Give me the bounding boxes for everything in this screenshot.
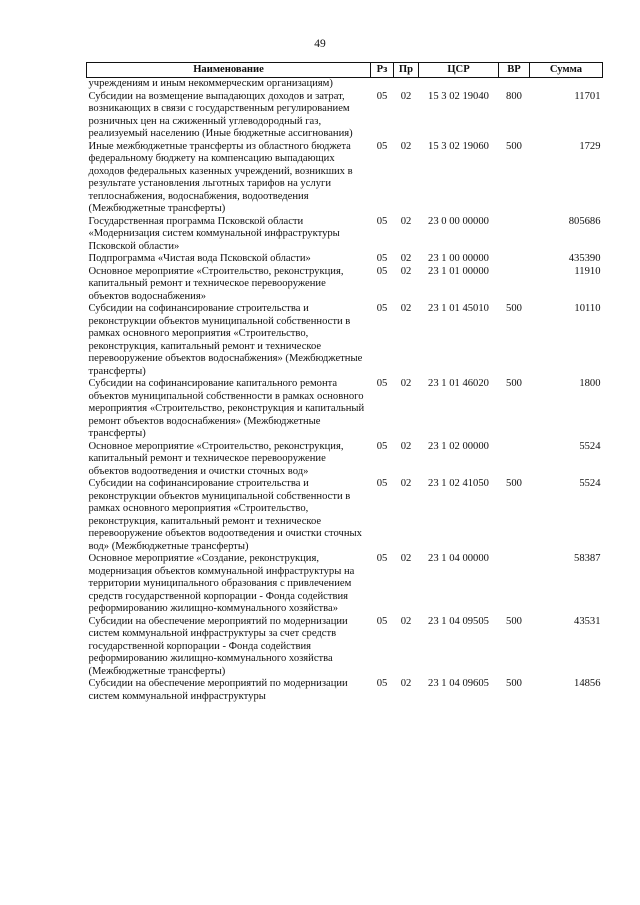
header-pr: Пр <box>394 63 419 78</box>
row-rz: 05 <box>376 253 388 264</box>
row-name: Государственная программа Псковской области «Модернизация систем коммунальной инфраструктуры Псковской области» <box>88 215 340 252</box>
row-name: Подпрограмма «Чистая вода Псковской области» <box>88 253 311 264</box>
table-row <box>87 91 603 141</box>
row-pr: 02 <box>400 440 412 452</box>
row-name: Основное мероприятие «Строительство, реконструкция, капитальный ремонт и техническое перевооружение объектов водоотведения и очистки сточных вод» <box>88 440 344 477</box>
row-name: учреждениям и иным некоммерческим организациям) <box>88 78 333 89</box>
row-vr <box>499 253 530 266</box>
row-csr: 15 3 02 19060 <box>428 140 489 152</box>
row-rz: 05 <box>376 378 388 389</box>
row-rz: 05 <box>376 615 388 627</box>
row-pr: 02 <box>400 215 412 227</box>
row-sum: 11701 <box>574 90 601 102</box>
row-csr: 15 3 02 19040 <box>428 90 489 102</box>
budget-table <box>86 62 603 703</box>
row-pr: 02 <box>400 253 412 264</box>
row-name: Субсидии на софинансирование строительства и реконструкции объектов муниципальной собственности в рамках основного мероприятия «Строительство, реконструкция, капитальный ремонт и техническое перевооружение объектов водоснабжения» (Межбюджетные трансферты) <box>88 303 363 377</box>
row-sum: 5524 <box>579 440 601 452</box>
row-pr: 02 <box>400 378 412 389</box>
row-rz: 05 <box>376 678 388 689</box>
row-csr: 23 1 01 45010 <box>428 303 489 314</box>
row-csr <box>419 78 499 91</box>
row-sum: 435390 <box>568 253 601 264</box>
table-row <box>87 216 603 254</box>
row-name: Основное мероприятие «Создание, реконструкция, модернизация объектов коммунальной инфраструктуры на территории муниципального образования с привлечением средств государственной корпорации - Фонда содействия реформированию жилищно-коммунального хозяйства» <box>88 553 355 614</box>
row-pr: 02 <box>400 615 412 627</box>
row-vr: 800 <box>506 90 522 102</box>
row-name: Субсидии на обеспечение мероприятий по модернизации систем коммунальной инфраструктуры за счет средств государственной корпорации - Фонда содействия реформированию жилищно-коммунального хозяйства (Межбюджетные трансферты) <box>88 615 348 677</box>
row-csr: 23 1 02 41050 <box>428 478 489 489</box>
row-csr: 23 1 01 46020 <box>428 378 489 389</box>
row-vr: 500 <box>506 140 522 152</box>
header-name: Наименование <box>87 63 371 78</box>
page-number: 49 <box>314 38 326 50</box>
row-rz: 05 <box>376 215 388 227</box>
table-header <box>87 63 603 78</box>
header-csr: ЦСР <box>419 63 499 78</box>
row-csr: 23 1 00 00000 <box>428 253 489 264</box>
table-row <box>87 678 603 703</box>
table-row <box>87 553 603 616</box>
row-vr <box>499 266 530 304</box>
row-vr <box>499 553 530 616</box>
row-vr <box>499 216 530 254</box>
row-csr: 23 1 04 00000 <box>428 553 489 564</box>
row-name: Субсидии на обеспечение мероприятий по модернизации систем коммунальной инфраструктуры <box>88 678 348 702</box>
table-row <box>87 303 603 378</box>
row-csr: 23 1 04 09605 <box>428 678 489 689</box>
row-rz: 05 <box>376 140 388 152</box>
table-row <box>87 441 603 479</box>
row-vr: 500 <box>506 615 522 627</box>
table-row <box>87 78 603 91</box>
row-sum: 1729 <box>579 140 601 152</box>
table-row <box>87 266 603 304</box>
row-rz: 05 <box>376 440 388 452</box>
header-vr: ВР <box>499 63 530 78</box>
row-pr <box>394 78 419 91</box>
row-vr: 500 <box>506 378 522 389</box>
row-rz: 05 <box>376 303 388 314</box>
row-sum <box>530 78 603 91</box>
table-row <box>87 616 603 679</box>
row-vr <box>499 78 530 91</box>
row-rz: 05 <box>376 478 388 489</box>
table-row <box>87 141 603 216</box>
row-sum: 805686 <box>568 215 601 227</box>
row-name: Иные межбюджетные трансферты из областного бюджета федеральному бюджету на компенсацию выпадающих доходов федеральных казенных учреждений, возникших в результате установления льготных тарифов на услуги теплоснабжения, водоснабжения, водоотведения (Межбюджетные трансферты) <box>88 140 353 214</box>
row-csr: 23 1 02 00000 <box>428 440 489 452</box>
row-csr: 23 1 04 09505 <box>428 615 489 627</box>
row-vr <box>499 441 530 479</box>
row-rz: 05 <box>376 553 388 564</box>
row-rz: 05 <box>376 265 388 277</box>
row-sum: 14856 <box>574 678 601 689</box>
row-pr: 02 <box>400 303 412 314</box>
row-sum: 10110 <box>574 303 601 314</box>
row-rz: 05 <box>376 90 388 102</box>
row-pr: 02 <box>400 678 412 689</box>
header-sum: Сумма <box>530 63 603 78</box>
row-pr: 02 <box>400 90 412 102</box>
row-name: Субсидии на софинансирование строительства и реконструкции объектов муниципальной собственности в рамках основного мероприятия «Строительство, реконструкция, капитальный ремонт и техническое перевооружение объектов водоотведения и очистки сточных вод» (Межбюджетные трансферты) <box>88 478 362 552</box>
row-name: Субсидии на софинансирование капитального ремонта объектов муниципальной собственности в рамках основного мероприятия «Строительство, реконструкция и капитальный ремонт объектов водоснабжения» (Межбюджетные трансферты) <box>88 378 365 439</box>
row-sum: 43531 <box>574 615 601 627</box>
row-name: Субсидии на возмещение выпадающих доходов и затрат, возникающих в связи с государственным регулированием розничных цен на сжиженный углеводородный газ, реализуемый населению (Иные бюджетные ассигнования) <box>88 90 353 139</box>
row-vr: 500 <box>506 478 522 489</box>
table-row <box>87 253 603 266</box>
table-row <box>87 478 603 553</box>
row-pr: 02 <box>400 140 412 152</box>
row-csr: 23 1 01 00000 <box>428 265 489 277</box>
row-sum: 1800 <box>579 378 601 389</box>
row-name: Основное мероприятие «Строительство, реконструкция, капитальный ремонт и техническое перевооружение объектов водоснабжения» <box>88 265 344 302</box>
row-sum: 11910 <box>574 265 601 277</box>
header-rz: Рз <box>371 63 394 78</box>
row-pr: 02 <box>400 553 412 564</box>
table-row <box>87 378 603 441</box>
row-rz <box>371 78 394 91</box>
row-pr: 02 <box>400 478 412 489</box>
row-csr: 23 0 00 00000 <box>428 215 489 227</box>
row-vr: 500 <box>506 678 522 689</box>
row-pr: 02 <box>400 265 412 277</box>
row-sum: 5524 <box>579 478 601 489</box>
row-sum: 58387 <box>574 553 601 564</box>
row-vr: 500 <box>506 303 522 314</box>
